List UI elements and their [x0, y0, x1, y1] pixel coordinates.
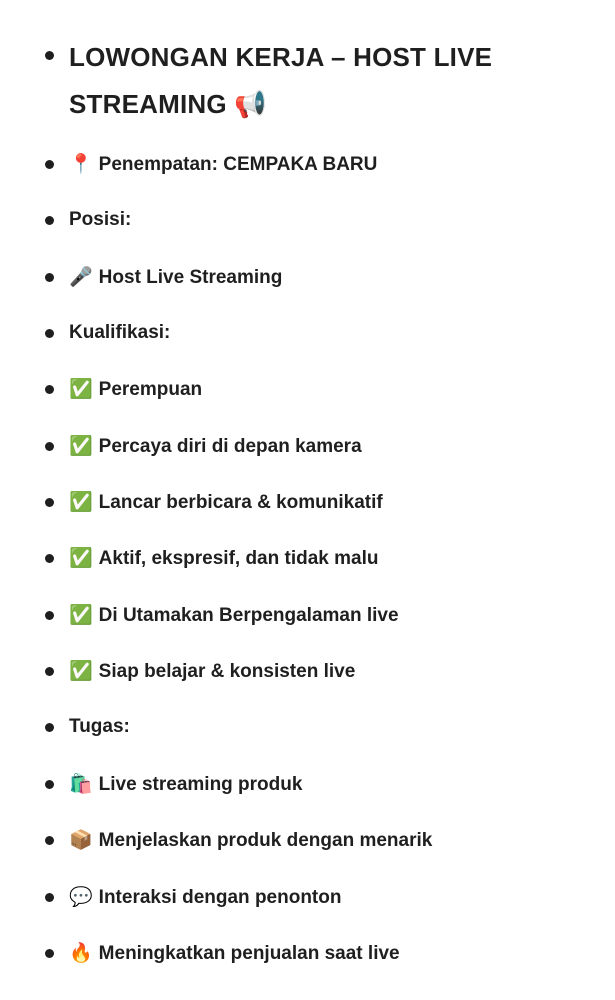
- list-item-text: Percaya diri di depan kamera: [98, 436, 362, 457]
- list-item: [69, 715, 130, 739]
- check-icon: ✅: [69, 604, 93, 626]
- list-item-text: Tugas:: [69, 716, 130, 737]
- page-title: [69, 34, 589, 129]
- check-icon: ✅: [69, 378, 93, 400]
- microphone-icon: 🎤: [69, 266, 93, 288]
- list-item-text: Lancar berbicara & komunikatif: [98, 492, 383, 513]
- bullet: [45, 51, 54, 60]
- list-item-text: Perempuan: [98, 379, 203, 400]
- bullet: [45, 216, 54, 225]
- list-item: [69, 772, 302, 797]
- bullet: [45, 498, 54, 507]
- list-item: [69, 321, 170, 345]
- list-item-text: Meningkatkan penjualan saat live: [98, 943, 400, 964]
- check-icon: ✅: [69, 435, 93, 457]
- list-item-text: Penempatan: CEMPAKA BARU: [98, 154, 378, 175]
- check-icon: ✅: [69, 491, 93, 513]
- list-item-text: Interaksi dengan penonton: [98, 887, 342, 908]
- list-item: [69, 377, 202, 402]
- bullet: [45, 611, 54, 620]
- bullet: [45, 836, 54, 845]
- bullet: [45, 554, 54, 563]
- speech-bubble-icon: 💬: [69, 886, 93, 908]
- package-icon: 📦: [69, 829, 93, 851]
- list-item: [69, 941, 400, 966]
- shopping-bag-icon: 🛍️: [69, 773, 93, 795]
- list-item-text: Kualifikasi:: [69, 322, 171, 343]
- bullet: [45, 160, 54, 169]
- list-item: [69, 152, 377, 177]
- bullet: [45, 667, 54, 676]
- megaphone-icon: 📢: [234, 90, 267, 120]
- list-item-text: Di Utamakan Berpengalaman live: [98, 605, 399, 626]
- list-item: [69, 208, 131, 232]
- list-item: [69, 434, 362, 459]
- bullet: [45, 385, 54, 394]
- list-item-text: Live streaming produk: [98, 774, 303, 795]
- title-text: LOWONGAN KERJA – HOST LIVE STREAMING: [69, 42, 493, 119]
- bullet: [45, 442, 54, 451]
- pin-icon: 📍: [69, 153, 93, 175]
- list-item: [69, 659, 355, 684]
- check-icon: ✅: [69, 660, 93, 682]
- list-item-text: Siap belajar & konsisten live: [98, 661, 356, 682]
- bullet: [45, 723, 54, 732]
- bullet: [45, 329, 54, 338]
- list-item: [69, 546, 378, 571]
- bullet: [45, 949, 54, 958]
- list-item: [69, 490, 383, 515]
- list-item: [69, 885, 341, 910]
- list-item-text: Host Live Streaming: [98, 267, 283, 288]
- bullet: [45, 780, 54, 789]
- list-item-text: Menjelaskan produk dengan menarik: [98, 830, 433, 851]
- bullet: [45, 893, 54, 902]
- fire-icon: 🔥: [69, 942, 93, 964]
- list-item-text: Posisi:: [69, 209, 132, 230]
- list-item-text: Aktif, ekspresif, dan tidak malu: [98, 548, 379, 569]
- check-icon: ✅: [69, 547, 93, 569]
- list-item: [69, 603, 399, 628]
- list-item: [69, 265, 282, 290]
- list-item: [69, 828, 432, 853]
- bullet: [45, 273, 54, 282]
